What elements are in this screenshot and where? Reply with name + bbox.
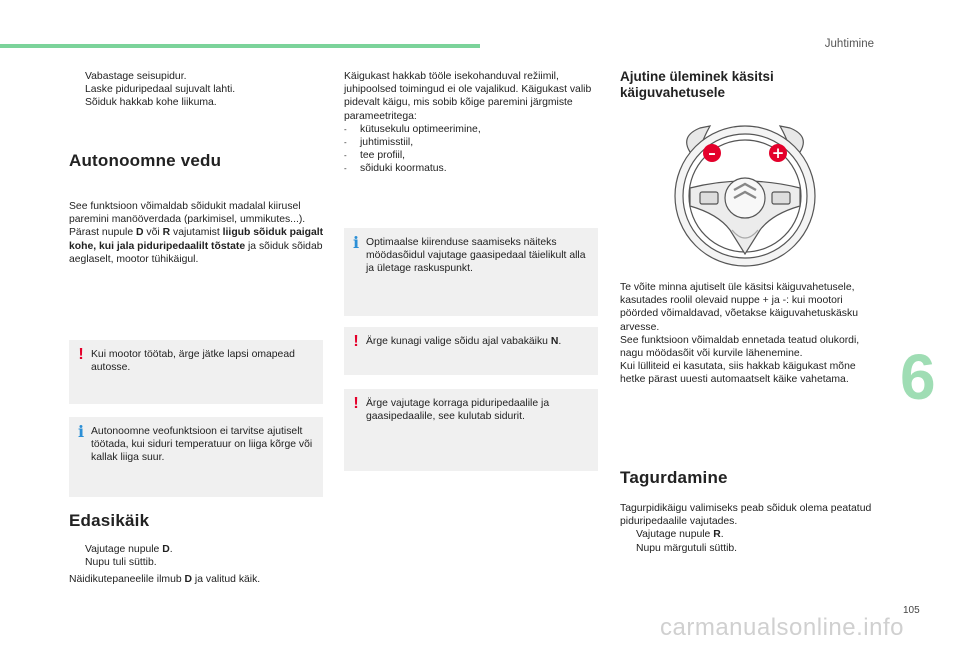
info-icon: i	[77, 422, 85, 441]
warning-box-children: ! Kui mootor töötab, ärge jätke lapsi omapead autosse.	[69, 340, 323, 404]
heading-edasikaik: Edasikäik	[69, 511, 150, 530]
warning-icon: !	[353, 395, 359, 412]
forward-text: Vajutage nupule D. Nupu tuli süttib. Näidikutepaneelile ilmub D ja valitud käik.	[69, 544, 261, 586]
heading-manual-shift: Ajutine üleminek käsitsi käiguvahetusele	[620, 69, 774, 100]
page-number: 105	[903, 605, 920, 616]
list-item: - tee profiil,	[344, 150, 406, 162]
list-item: - sõiduki koormatus.	[344, 163, 447, 175]
autonomous-text: See funktsioon võimaldab sõidukit madalal kiirusel paremini manööverdada (parkimisel, ummikutes...). Pärast nupule D või R vajutamist liigub sõiduk paigalt kohe, kui jala piduripedaalilt tõstate ja sõiduk sõidab aeglaselt, mootor tühikäigul.	[69, 201, 324, 265]
heading-autonoomne-vedu: Autonoomne vedu	[69, 151, 222, 170]
watermark: carmanualsonline.info	[660, 614, 904, 641]
bullet-item-continuation: Sõiduk hakkab kohe liikuma.	[85, 97, 217, 109]
info-box-acceleration: i Optimaalse kiirenduse saamiseks näiteks möödasõidul vajutage gaasipedaal täielikult alla ja ületage raskuspunkt.	[344, 228, 598, 316]
manual-shift-text: Te võite minna ajutiselt üle käsitsi käiguvahetusele, kasutades roolil olevaid nuppe + ja -: kui mootori pöörded võimaldavad, võetakse käiguvahetuskäsku arvesse. See funktsioon võimaldab ennetada teatud olukordi, nagu möödasõit või kurvile lähenemine. Kui lülliteid ei kasutata, siis hakkab käigukast mõne hetke pärast uuesti automaatselt käike vahetama.	[620, 282, 860, 386]
info-box-clutch: i Autonoomne veofunktsioon ei tarvitse ajutiselt töötada, kui siduri temperatuur on liiga kõrge või kallak liiga suur.	[69, 417, 323, 497]
col1-top-bullets	[69, 70, 327, 110]
warning-box-pedals: ! Ärge vajutage korraga piduripedaalile ja gaasipedaalile, see kulutab sidurit.	[344, 389, 598, 471]
top-accent-bar	[0, 44, 480, 48]
steering-wheel-paddles-icon	[660, 118, 830, 278]
heading-tagurdamine: Tagurdamine	[620, 468, 728, 487]
plus-label: +	[771, 144, 785, 162]
warning-box-neutral: ! Ärge kunagi valige sõidu ajal vabakäiku N.	[344, 327, 598, 375]
info-icon: i	[352, 233, 360, 252]
section-header: Juhtimine	[824, 38, 874, 50]
minus-label: –	[708, 144, 716, 162]
gearbox-intro: Käigukast hakkab tööle isekohanduval režiimil, juhipoolsed toimingud ei ole vajalikud. Käigukast valib pidevalt käigu, mis sobib kõige paremini järgmiste parameetritega: - kütusekulu optimeerimine, - juhtimisstiil, - tee profiil, - sõiduki koormatus.	[344, 70, 600, 176]
bullet-item: Vabastage seisupidur.	[85, 71, 187, 82]
list-item: - kütusekulu optimeerimine,	[344, 123, 481, 135]
warning-icon: !	[78, 346, 84, 363]
chapter-number: 6	[900, 341, 936, 413]
list-item: - juhtimisstiil,	[344, 137, 414, 149]
warning-icon: !	[353, 333, 359, 350]
bullet-item: Laske piduripedaal sujuvalt lahti.	[85, 84, 236, 96]
reverse-text: Tagurpidikäigu valimiseks peab sõiduk olema peatatud piduripedaalile vajutades. Vajutage nupule R. Nupu märgutuli süttib.	[620, 503, 872, 554]
